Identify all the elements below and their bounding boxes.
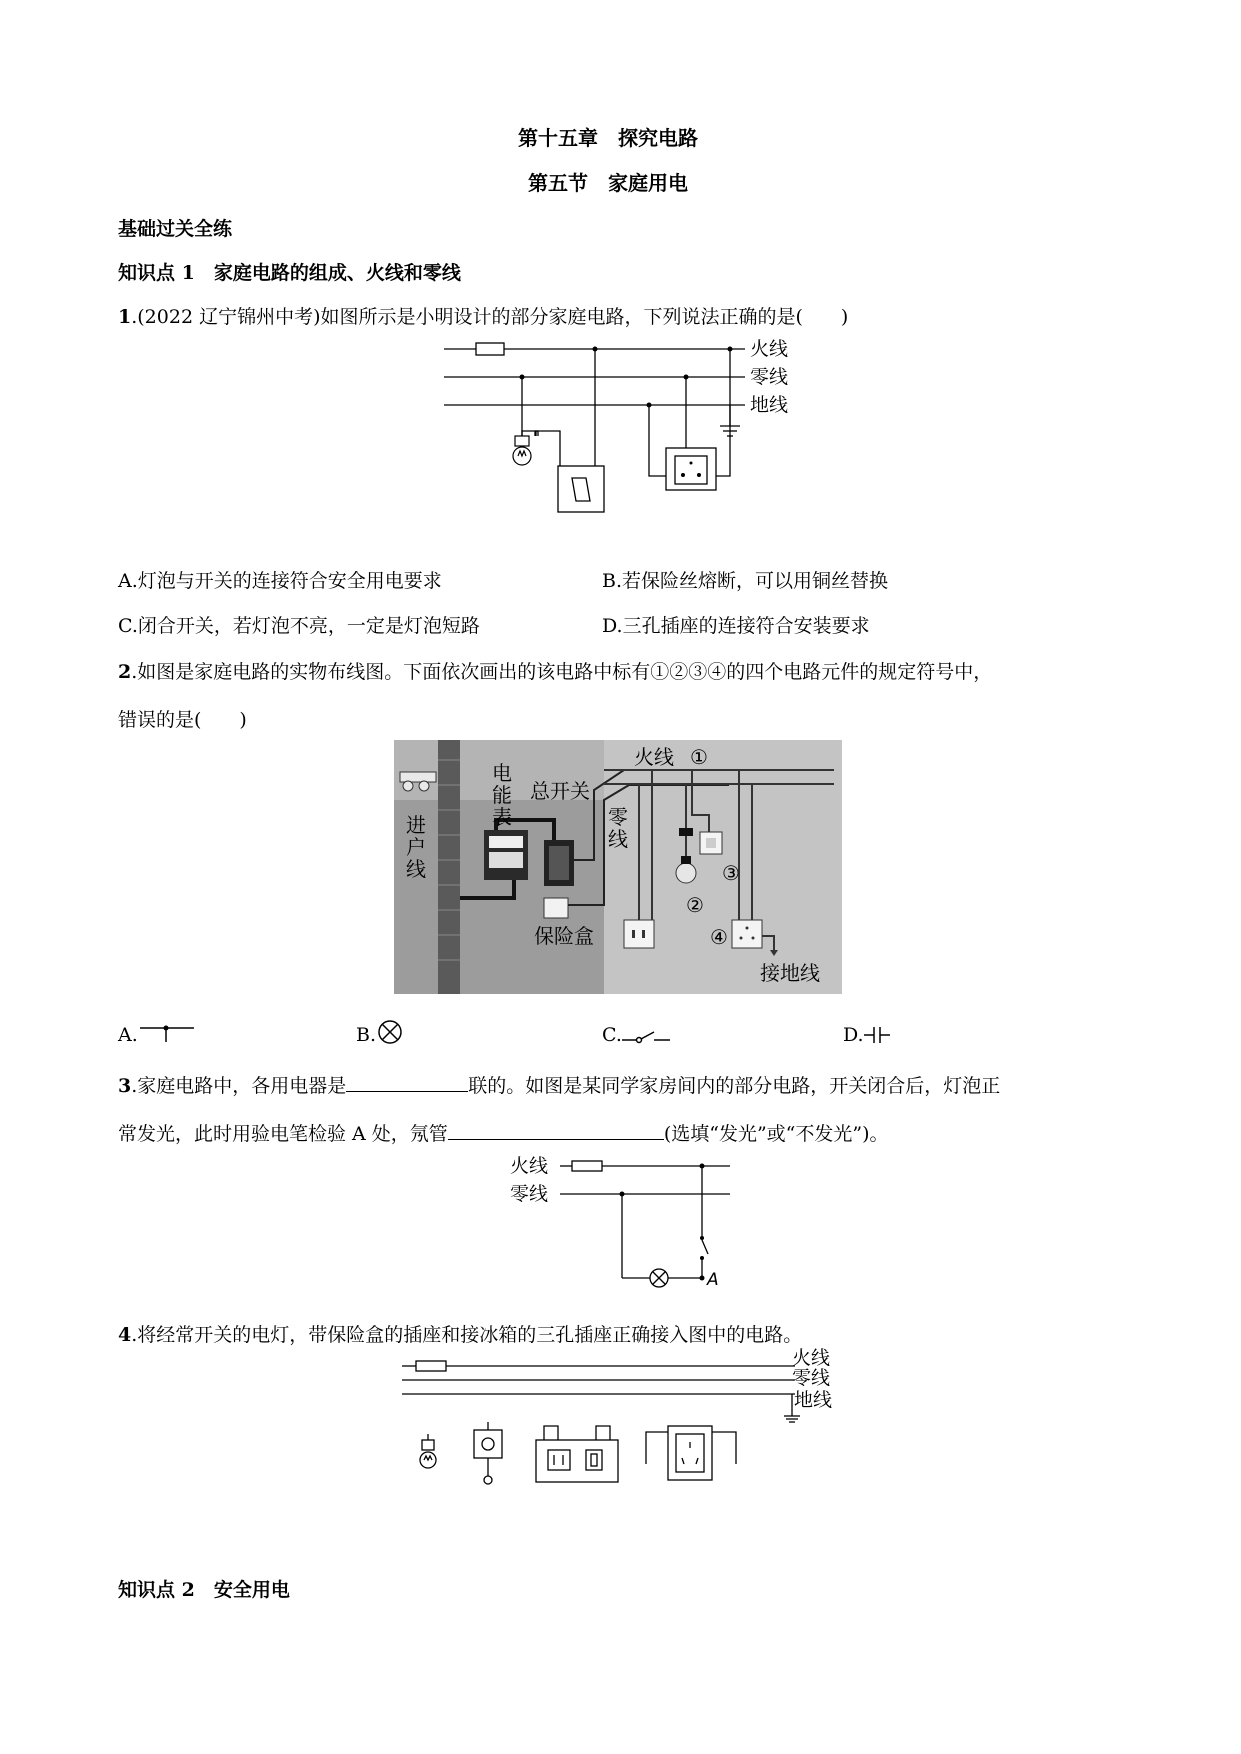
q2-socket-left (624, 920, 654, 948)
q2-option-a-symbol (140, 1022, 196, 1044)
q2-stem-text: .如图是家庭电路的实物布线图。下面依次画出的该电路中标有①②③④的四个电路元件的规定符号中， (131, 661, 993, 683)
q3-blank-1[interactable] (346, 1073, 468, 1092)
q1-label-ground: 地线 (750, 394, 789, 416)
q2-label-entry-3: 线 (406, 857, 426, 881)
q2-option-b-label: B. (356, 1024, 377, 1046)
q2-label-neutral-2: 线 (608, 827, 628, 851)
q2-energy-meter (484, 830, 528, 880)
chapter-title: 第十五章 探究电路 (518, 126, 698, 150)
q1-option-b[interactable]: B.若保险丝熔断，可以用铜丝替换 (602, 570, 889, 592)
knowledge-point-1: 知识点 1 家庭电路的组成、火线和零线 (118, 262, 461, 284)
q3-text-d: (选填“发光”或“不发光”)。 (663, 1123, 889, 1145)
q3-label-point-a: A (707, 1270, 719, 1290)
q4-fuse (416, 1361, 446, 1371)
section-title: 第五节 家庭用电 (528, 171, 688, 195)
q3-fuse (572, 1161, 602, 1171)
q3-blank-2[interactable] (448, 1121, 664, 1140)
q3-number: 3 (118, 1075, 132, 1097)
q4-switch (474, 1430, 502, 1458)
q3-text-b: 联的。如图是某同学家房间内的部分电路，开关闭合后，灯泡正 (468, 1075, 1001, 1097)
q2-label-ground: 接地线 (760, 961, 820, 985)
q2-label-entry-1: 进 (406, 813, 426, 837)
q3-label-live: 火线 (510, 1155, 549, 1177)
q2-option-c-switch-symbol (622, 1024, 672, 1046)
q2-option-d[interactable] (843, 1024, 864, 1046)
q3-text-c: 常发光，此时用验电笔检验 A 处，氖管 (118, 1123, 448, 1145)
q2-option-a-label: A. (118, 1024, 138, 1046)
q2-label-meter-3: 表 (492, 805, 512, 829)
q2-option-c[interactable] (602, 1024, 622, 1046)
q2-stem-line1 (118, 657, 992, 684)
q4-label-live: 火线 (792, 1347, 831, 1369)
q3-line1 (118, 1071, 1000, 1098)
q1-wall-switch (558, 466, 604, 512)
q2-label-n4: ④ (710, 925, 728, 949)
q4-stem (118, 1320, 802, 1347)
q2-main-switch (544, 840, 574, 886)
q2-option-c-label: C. (602, 1024, 622, 1046)
q2-label-n3: ③ (722, 861, 740, 885)
q1-stem-text: .(2022 辽宁锦州中考)如图所示是小明设计的部分家庭电路，下列说法正确的是( ) (131, 306, 849, 328)
q2-option-b-lamp-symbol (377, 1019, 403, 1045)
q1-stem (118, 302, 848, 329)
q4-label-neutral: 零线 (792, 1367, 831, 1389)
q1-fuse (476, 343, 504, 355)
q2-option-b[interactable] (356, 1024, 376, 1046)
knowledge-point-2: 知识点 2 安全用电 (118, 1579, 290, 1601)
q1-label-live: 火线 (750, 338, 789, 360)
q3-line2 (118, 1119, 889, 1146)
q2-brick-wall (438, 740, 460, 994)
q2-switch-3 (700, 832, 722, 854)
q1-option-d[interactable]: D.三孔插座的连接符合安装要求 (602, 615, 870, 637)
q2-label-meter-2: 能 (492, 783, 512, 807)
q1-number: 1 (118, 306, 132, 328)
q1-circuit-figure (440, 336, 800, 536)
q2-label-n1: ① (690, 745, 708, 769)
q4-stem-text: .将经常开关的电灯，带保险盒的插座和接冰箱的三孔插座正确接入图中的电路。 (131, 1324, 803, 1346)
q2-label-fuse-box: 保险盒 (534, 924, 594, 948)
q2-number: 2 (118, 661, 132, 683)
part-title: 基础过关全练 (118, 218, 233, 240)
q4-circuit-figure (400, 1347, 850, 1500)
q1-label-neutral: 零线 (750, 366, 789, 388)
q4-label-ground: 地线 (794, 1389, 833, 1411)
q2-wiring-photo (394, 740, 842, 994)
q3-circuit-figure (510, 1154, 770, 1290)
q2-label-entry-2: 户 (406, 835, 426, 859)
q2-option-d-socket-symbol (864, 1024, 892, 1046)
q2-label-live: 火线 (634, 745, 674, 769)
q1-lamp-icon (513, 436, 531, 465)
q2-label-meter-1: 电 (492, 761, 512, 785)
q2-stem-line2: 错误的是( ) (118, 709, 247, 731)
q2-label-main-switch: 总开关 (530, 779, 590, 803)
q2-option-d-label: D. (843, 1024, 864, 1046)
q3-label-neutral: 零线 (510, 1183, 549, 1205)
q1-option-a[interactable]: A.灯泡与开关的连接符合安全用电要求 (118, 570, 442, 592)
q2-option-a[interactable] (118, 1024, 138, 1046)
q3-text-a: .家庭电路中，各用电器是 (131, 1075, 347, 1097)
q4-number: 4 (118, 1324, 132, 1346)
q2-label-neutral-1: 零 (608, 805, 628, 829)
q3-switch-blade (702, 1240, 708, 1254)
q1-option-c[interactable]: C.闭合开关，若灯泡不亮，一定是灯泡短路 (118, 615, 480, 637)
q2-label-n2: ② (686, 893, 704, 917)
q2-fuse-box (544, 898, 568, 918)
